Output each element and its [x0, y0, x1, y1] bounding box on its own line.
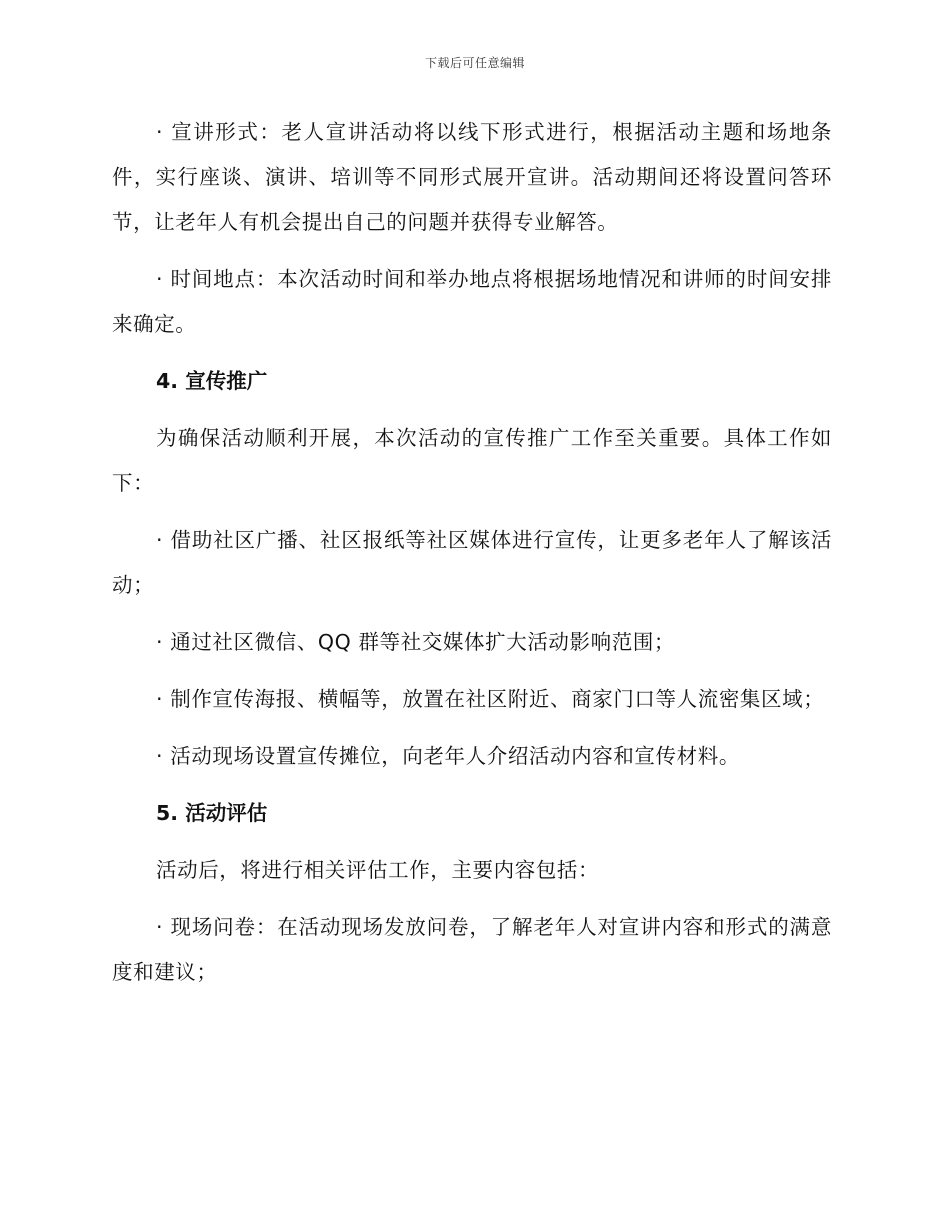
list-item-community-media: · 借助社区广播、社区报纸等社区媒体进行宣传，让更多老年人了解该活动；	[112, 528, 832, 597]
paragraph-time-location: · 时间地点：本次活动时间和举办地点将根据场地情况和讲师的时间安排来确定。	[112, 267, 832, 336]
paragraph-promotion-intro: 为确保活动顺利开展，本次活动的宣传推广工作至关重要。具体工作如下：	[112, 426, 832, 495]
list-item-posters: · 制作宣传海报、横幅等，放置在社区附近、商家门口等人流密集区域；	[156, 687, 825, 711]
section-heading-evaluation: 5. 活动评估	[156, 801, 268, 825]
section-heading-promotion: 4. 宣传推广	[156, 369, 268, 393]
paragraph-evaluation-intro: 活动后，将进行相关评估工作，主要内容包括：	[156, 858, 600, 882]
document-body	[112, 110, 832, 1007]
list-item-questionnaire: · 现场问卷：在活动现场发放问卷，了解老年人对宣讲内容和形式的满意度和建议；	[112, 915, 832, 984]
list-item-booth: · 活动现场设置宣传摊位，向老年人介绍活动内容和宣传材料。	[156, 744, 740, 768]
list-item-social-media: · 通过社区微信、QQ 群等社交媒体扩大活动影响范围；	[156, 630, 676, 654]
header-note: 下载后可任意编辑	[424, 56, 525, 70]
paragraph-presentation-format: · 宣讲形式：老人宣讲活动将以线下形式进行，根据活动主题和场地条件，实行座谈、演讲、培训等不同形式展开宣讲。活动期间还将设置问答环节，让老年人有机会提出自己的问题并获得专业解答。	[112, 120, 832, 234]
